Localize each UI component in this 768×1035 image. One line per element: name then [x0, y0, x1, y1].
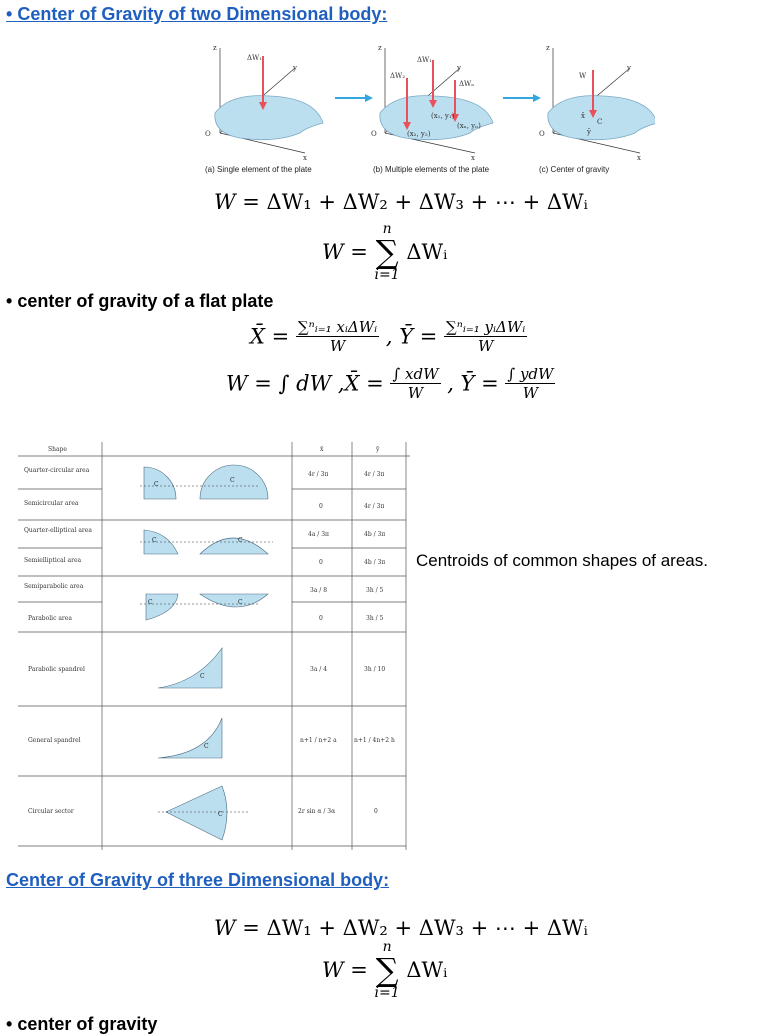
panel-multiple-elements [371, 44, 493, 162]
ybar-int-lhs: , Ȳ = [447, 371, 499, 396]
header-xbar: x̄ [320, 446, 324, 453]
x-axis-label: x [303, 154, 307, 162]
sum-lower: i=1 [374, 267, 400, 283]
eq-lhs: W [214, 190, 236, 214]
svg-text:C: C [152, 537, 157, 544]
caption-c: (c) Center of gravity [539, 165, 610, 174]
row-xbar: n+1 / n+2 a [300, 737, 337, 744]
row-shape: Semielliptical area [24, 557, 82, 564]
table-caption: Centroids of common shapes of areas. [416, 551, 708, 570]
dw2-label: ΔW₂ [390, 72, 406, 80]
eq-terms: = ΔW₁ + ΔW₂ + ΔW₃ + ⋯ + ΔWᵢ [242, 190, 588, 214]
ybar-int-denominator: W [522, 384, 539, 402]
ybar-denominator: W [477, 337, 494, 355]
heading-text: Center of Gravity of two Dimensional body: [17, 4, 388, 24]
sum-body: ΔWᵢ [406, 240, 448, 264]
header-ybar: ȳ [376, 446, 380, 453]
svg-text:C: C [238, 537, 243, 544]
section-heading-2d [6, 4, 387, 25]
eq-lhs: W = [322, 240, 368, 264]
w-label: W [579, 72, 587, 80]
caption-a: (a) Single element of the plate [205, 165, 312, 174]
row-ybar: 3h / 5 [366, 615, 384, 622]
origin-label-b: O [371, 130, 377, 138]
row-ybar: 4b / 3π [364, 531, 386, 538]
panel-center-of-gravity [539, 44, 655, 162]
parabolic-spandrel-shape [158, 648, 222, 688]
eq-terms: = ΔW₁ + ΔW₂ + ΔW₃ + ⋯ + ΔWᵢ [242, 916, 588, 940]
sum-upper: n [382, 939, 392, 955]
xbar-numerator: ∑ⁿᵢ₌₁ xᵢΔWᵢ [297, 318, 378, 336]
general-spandrel-shape [158, 718, 222, 758]
origin-label-c: O [539, 130, 545, 138]
row-xbar: 2r sin α / 3α [298, 808, 336, 815]
section-heading-3d: Center of Gravity of three Dimensional body: [6, 870, 390, 890]
z-axis-label: z [213, 44, 217, 52]
panel-single-element [205, 44, 323, 162]
y-axis-label-b: y [457, 64, 461, 72]
semiparabola-shape [146, 594, 178, 620]
ybar-numerator: ∑ⁿᵢ₌₁ yᵢΔWᵢ [446, 318, 526, 336]
xbar-int-numerator: ∫ xdW [392, 365, 439, 383]
ybar-int-numerator: ∫ ydW [507, 365, 554, 383]
row-shape: Parabolic area [28, 615, 72, 622]
row-shape: Quarter-circular area [24, 467, 90, 474]
row-xbar: 3a / 4 [310, 666, 328, 673]
parabola-shape [200, 594, 268, 607]
pn-label: (xₙ, yₙ) [457, 122, 481, 130]
caption-b: (b) Multiple elements of the plate [373, 165, 490, 174]
row-ybar: n+1 / 4n+2 h [354, 737, 395, 744]
y-axis-label-c: y [627, 64, 631, 72]
svg-text:C: C [218, 811, 223, 818]
row-xbar: 0 [319, 559, 323, 566]
dwn-label: ΔWₙ [459, 80, 475, 88]
weight-sum-equation-3d [214, 916, 588, 940]
row-ybar: 4b / 3π [364, 559, 386, 566]
plate-figure [195, 38, 655, 178]
sum-symbol: ∑ [375, 951, 399, 989]
section-heading-flat-plate [6, 291, 273, 312]
row-shape: General spandrel [28, 737, 81, 744]
row-shape: Semicircular area [24, 500, 79, 507]
row-shape: Quarter-elliptical area [24, 527, 92, 534]
c-label: C [597, 118, 603, 126]
p1-label: (x₁, y₁) [431, 112, 455, 120]
x-axis-label-c: x [637, 154, 641, 162]
svg-text:C: C [148, 599, 153, 606]
xbar-label: x̄ [581, 112, 585, 120]
heading-text: center of gravity of a flat plate [17, 291, 274, 311]
summation-equation-3d [322, 940, 447, 1000]
row-xbar: 0 [319, 503, 323, 510]
sum-symbol: ∑ [375, 233, 399, 271]
centroid-table [18, 442, 410, 850]
integral-lhs: W = ∫ dW ,X̄ = [226, 371, 384, 396]
ybar-lhs: , Ȳ = [385, 324, 438, 349]
row-ybar: 3h / 5 [366, 587, 384, 594]
svg-text:C: C [200, 673, 205, 680]
svg-text:C: C [238, 599, 243, 606]
ybar-label: ȳ [587, 128, 591, 136]
heading-text: center of gravity [17, 1014, 158, 1034]
row-xbar: 0 [319, 615, 323, 622]
row-shape: Parabolic spandrel [28, 666, 85, 673]
eq-lhs: W [214, 916, 236, 940]
flat-plate-discrete-equation [250, 318, 527, 355]
sum-upper: n [382, 221, 392, 237]
svg-text:C: C [204, 743, 209, 750]
row-ybar: 0 [374, 808, 378, 815]
eq-lhs: W = [322, 958, 368, 982]
xbar-lhs: X̄ = [250, 324, 290, 349]
row-ybar: 4r / 3π [364, 503, 385, 510]
z-axis-label-c: z [546, 44, 550, 52]
summation-equation [322, 222, 447, 282]
row-ybar: 3h / 10 [364, 666, 386, 673]
bullet: • [6, 4, 13, 24]
row-xbar: 4r / 3π [308, 471, 329, 478]
flat-plate-integral-equation [226, 365, 555, 402]
header-shape: Shape [48, 446, 67, 453]
semiellipse-shape [200, 538, 268, 554]
svg-text:C: C [154, 481, 159, 488]
xbar-denominator: W [329, 337, 346, 355]
y-axis-label: y [293, 64, 297, 72]
row-shape: Circular sector [28, 808, 74, 815]
bullet: • [6, 1014, 13, 1034]
z-axis-label-b: z [378, 44, 382, 52]
bullet: • [6, 291, 13, 311]
dw1b-label: ΔW₁ [417, 56, 433, 64]
row-xbar: 4a / 3π [308, 531, 329, 538]
weight-sum-equation [214, 190, 588, 214]
quarter-circle-shape [144, 467, 176, 499]
xbar-int-denominator: W [407, 384, 424, 402]
svg-text:C: C [230, 477, 235, 484]
sum-body: ΔWᵢ [406, 958, 448, 982]
p2-label: (x₂, y₂) [407, 130, 431, 138]
row-shape: Semiparabolic area [24, 583, 84, 590]
sum-lower: i=1 [374, 985, 400, 1001]
section-heading-center-of-gravity [6, 1014, 157, 1035]
x-axis-label-b: x [471, 154, 475, 162]
dw1-label: ΔW₁ [247, 54, 263, 62]
row-ybar: 4r / 3π [364, 471, 385, 478]
row-xbar: 3a / 8 [310, 587, 328, 594]
origin-label: O [205, 130, 211, 138]
